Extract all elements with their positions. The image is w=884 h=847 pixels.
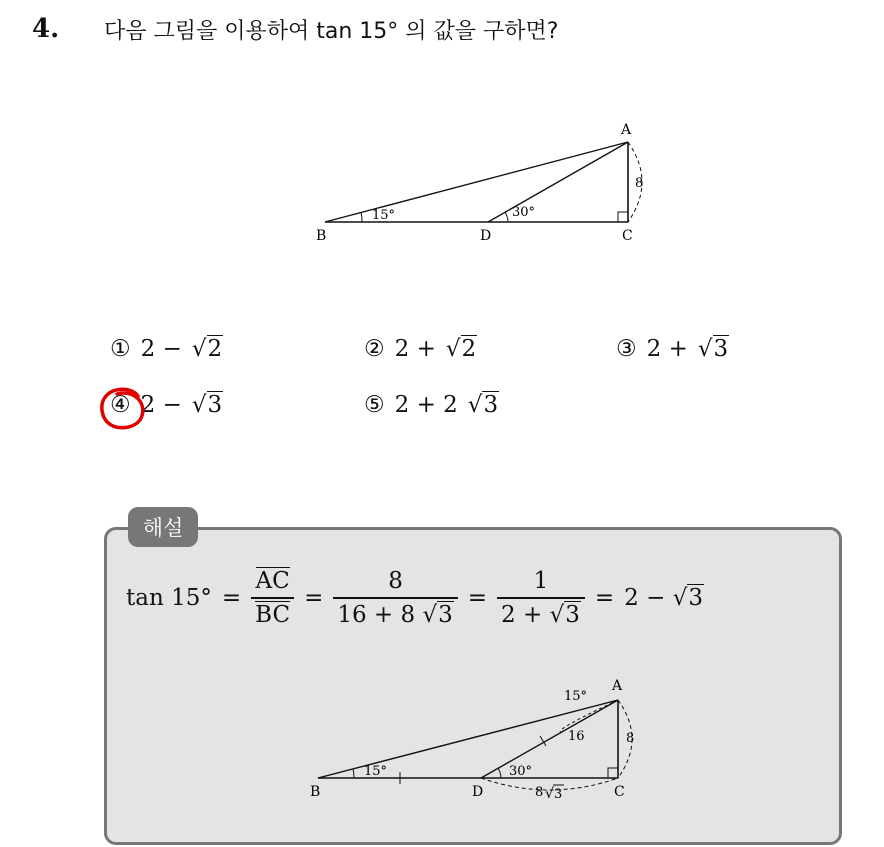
choice-4[interactable]: ④ 2 − √3 <box>110 392 223 418</box>
fraction-3 <box>497 568 585 628</box>
right-angle-mark-2 <box>608 768 618 778</box>
side-label-dc-prefix: 8 <box>535 785 544 800</box>
solution-equation <box>126 568 704 628</box>
frac2-numerator: 8 <box>388 568 403 594</box>
angle-label-a-2: 15° <box>564 689 588 704</box>
choice-5-radicand: 3 <box>483 392 499 418</box>
label-a-2: A <box>612 678 623 694</box>
frac1-numerator: AC <box>255 568 290 594</box>
label-b-2: B <box>310 784 321 800</box>
eq-sign-4: = <box>594 585 615 611</box>
choice-3-mark: ③ <box>616 336 637 362</box>
choice-5-prefix: 2 + 2 <box>394 392 458 418</box>
choice-4-prefix: 2 − <box>140 392 182 418</box>
frac2-denominator: 16 + 8 √3 <box>333 597 457 628</box>
choice-4-radicand: 3 <box>207 392 223 418</box>
choice-1-radicand: 2 <box>207 336 223 362</box>
answer-circle-mark <box>98 384 150 432</box>
angle-arc-b-2 <box>353 769 354 778</box>
eq-sign-3: = <box>467 585 488 611</box>
eq-sign-1: = <box>221 585 242 611</box>
angle-label-d: 30° <box>512 205 536 220</box>
fraction-2 <box>333 568 457 628</box>
side-label-ad-2: 16 <box>568 729 585 744</box>
eq-sign-2: = <box>304 585 324 611</box>
side-label-ac-2: 8 <box>626 731 635 746</box>
label-d: D <box>480 228 492 244</box>
fraction-ac-bc <box>251 568 294 628</box>
choice-3[interactable]: ③ 2 + √3 <box>616 336 729 362</box>
segment-ab <box>325 142 628 222</box>
label-d-2: D <box>472 784 484 800</box>
choice-5-mark: ⑤ <box>364 392 385 418</box>
segment-ad <box>488 142 628 222</box>
svg-text:√: √ <box>545 786 554 802</box>
choice-3-prefix: 2 + <box>646 336 688 362</box>
angle-label-b: 15° <box>372 208 396 223</box>
choice-3-radicand: 3 <box>713 336 729 362</box>
label-a: A <box>621 122 632 138</box>
triangle-figure <box>300 112 660 252</box>
choice-5[interactable]: ⑤ 2 + 2 √3 <box>364 392 499 418</box>
side-label-dc-rad: 3 <box>554 787 563 802</box>
angle-arc-d <box>505 212 508 222</box>
question-text: 다음 그림을 이용하여 tan 15° 의 값을 구하면? <box>104 19 559 44</box>
choice-1-mark: ① <box>110 336 131 362</box>
right-angle-mark <box>618 212 628 222</box>
segment-ad-2 <box>481 700 618 778</box>
frac3-numerator: 1 <box>533 568 549 594</box>
question-number: 4. <box>32 14 60 44</box>
label-b: B <box>316 228 327 244</box>
choice-2-mark: ② <box>364 336 385 362</box>
choice-2-prefix: 2 + <box>394 336 436 362</box>
solution-tag: 해설 <box>128 507 198 547</box>
frac1-denominator: BC <box>255 602 291 628</box>
angle-label-d-2: 30° <box>509 764 533 779</box>
angle-label-b-2: 15° <box>364 764 388 779</box>
frac3-denominator: 2 + √3 <box>497 597 585 628</box>
angle-arc-d-2 <box>498 768 501 778</box>
solution-triangle-figure <box>300 672 650 812</box>
choice-1-prefix: 2 − <box>140 336 182 362</box>
angle-arc-b <box>361 212 362 222</box>
eq-lhs: tan 15° <box>126 585 212 611</box>
choice-2[interactable]: ② 2 + √2 <box>364 336 477 362</box>
choice-4-mark: ④ <box>110 392 131 418</box>
label-c: C <box>622 228 633 244</box>
side-label-ac: 8 <box>635 176 644 191</box>
choice-2-radicand: 2 <box>461 336 477 362</box>
result: 2 − √3 <box>624 585 703 611</box>
choice-1[interactable]: ① 2 − √2 <box>110 336 223 362</box>
label-c-2: C <box>614 784 625 800</box>
